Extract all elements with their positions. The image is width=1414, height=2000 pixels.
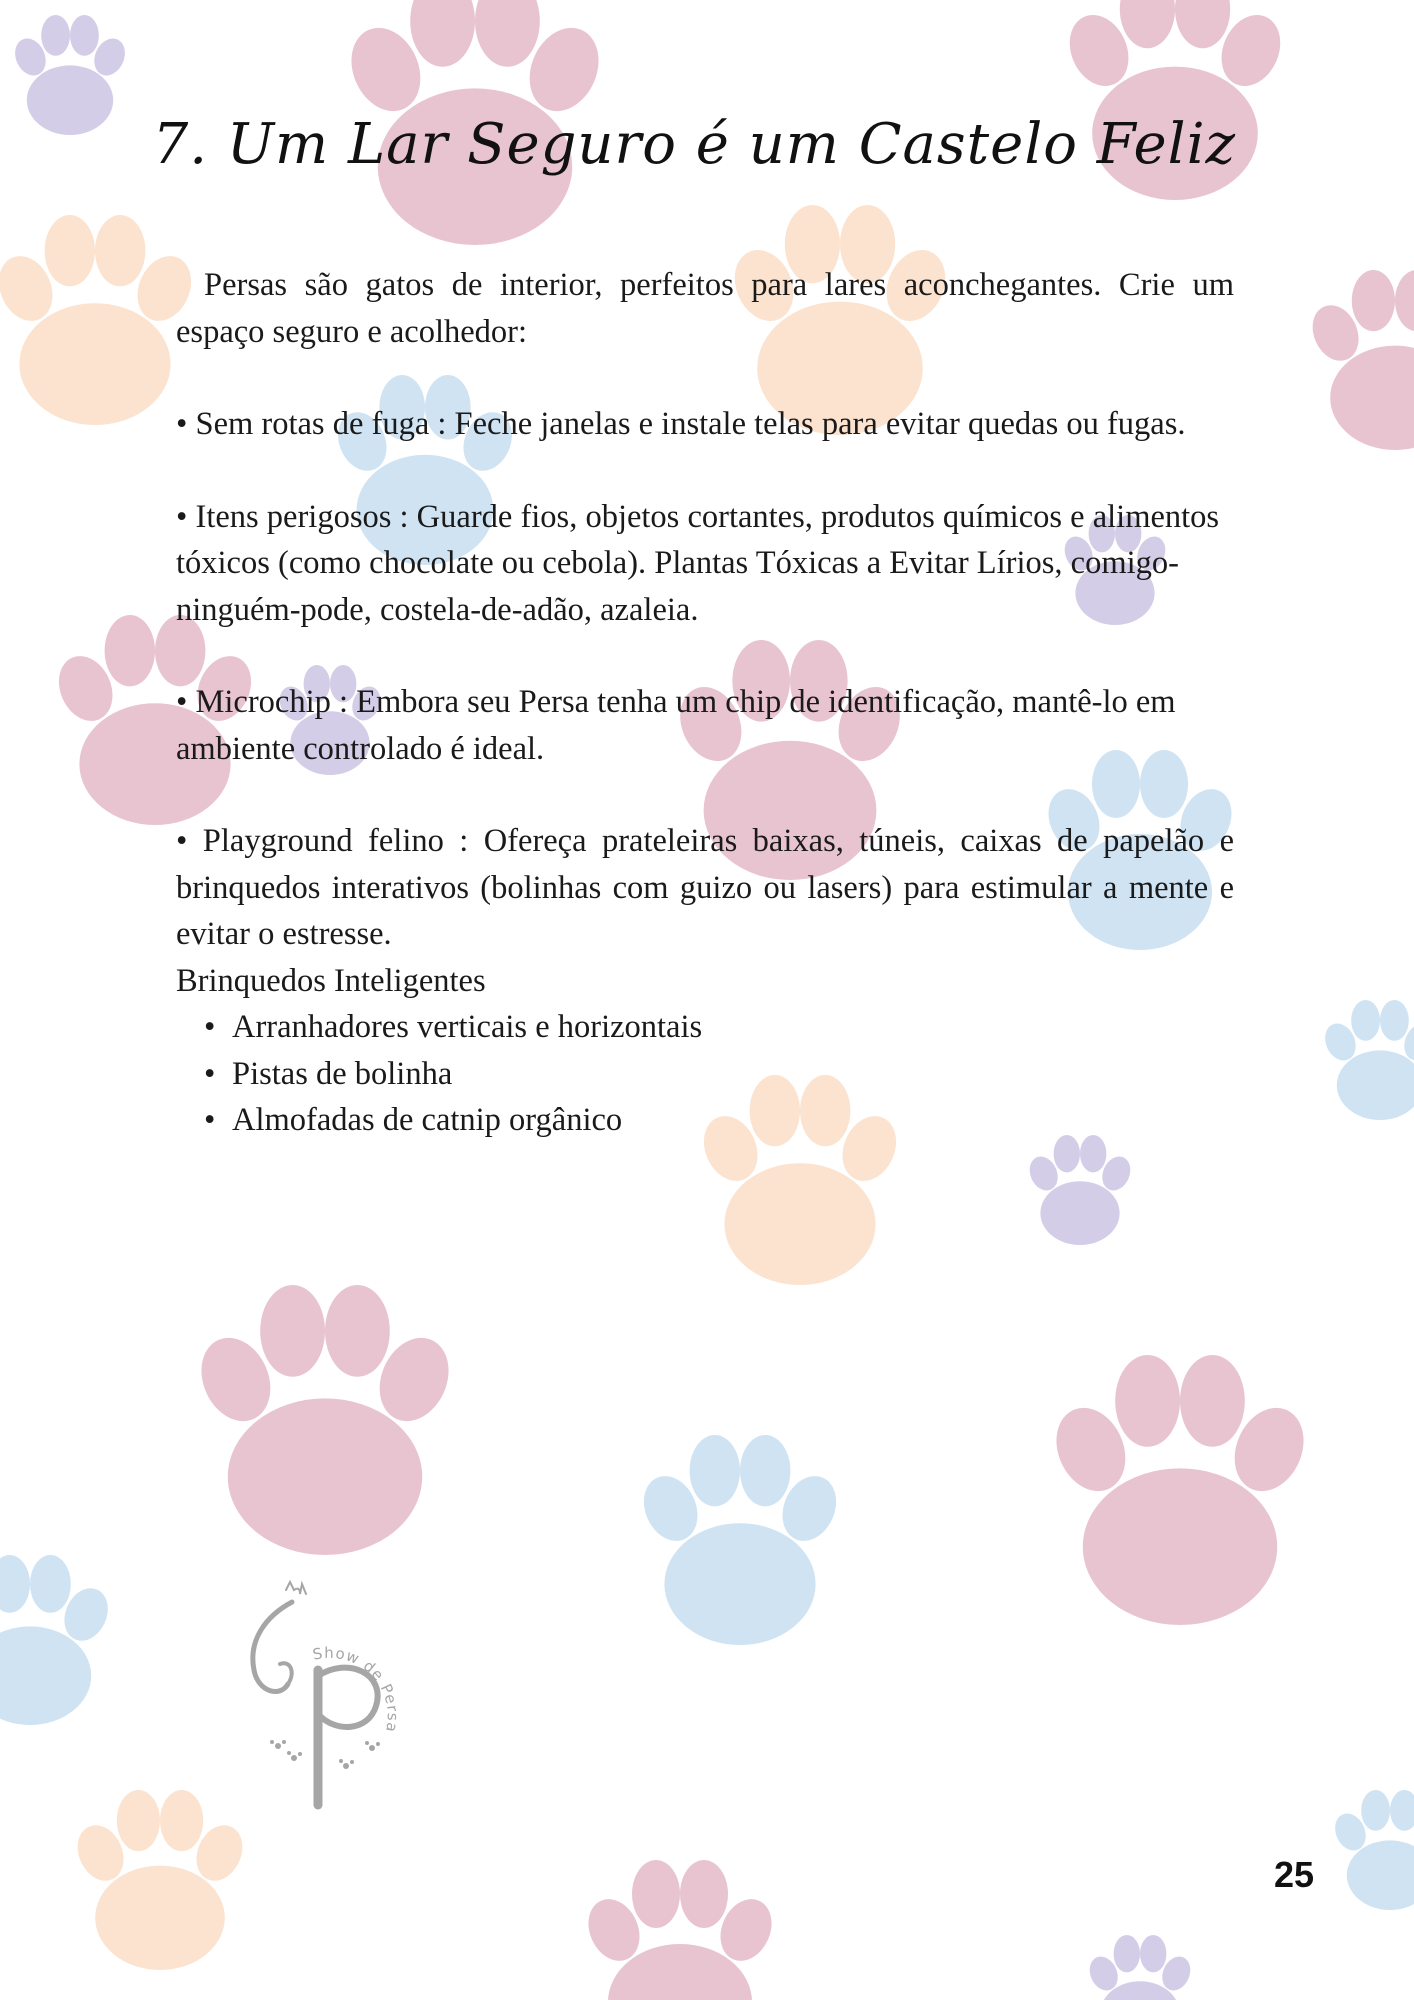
bullet-term: • Microchip — [176, 684, 331, 720]
paw-print — [634, 1435, 846, 1645]
paw-print — [1024, 1135, 1135, 1245]
bullet-term: • Sem rotas de fuga — [176, 406, 430, 442]
list-item: • Arranhadores verticais e horizontais — [232, 1004, 1234, 1051]
bullet-microchip — [176, 679, 1234, 772]
page-number: 25 — [1273, 1854, 1314, 1895]
bullet-term: • Itens perigosos — [176, 498, 392, 535]
bullet-dangerous-items — [176, 494, 1234, 634]
show-de-persa-logo — [236, 1580, 436, 1820]
paw-print — [1044, 1355, 1317, 1625]
toys-heading: Brinquedos Inteligentes — [176, 962, 486, 999]
paw-print — [9, 15, 130, 135]
intro-paragraph: Persas são gatos de interior, perfeitos para lares aconchegantes. Crie um espaço seguro e acolhedor: — [176, 267, 1234, 350]
paw-print — [189, 1285, 462, 1555]
bullet-text: : Embora seu Persa tenha um chip de identificação, mantê-lo em ambiente controlado é ideal. — [176, 684, 1176, 767]
bullet-term: • Playground felino — [176, 823, 444, 859]
paw-print — [1329, 1790, 1414, 1910]
list-item: • Pistas de bolinha — [232, 1051, 1234, 1098]
page-title: 7. Um Lar Seguro é um Castelo Feliz — [152, 112, 1236, 177]
paw-print — [579, 1860, 781, 2000]
paw-print — [69, 1790, 251, 1970]
list-item: • Almofadas de catnip orgânico — [232, 1097, 1234, 1144]
logo-text: Show de Persa — [311, 1643, 402, 1735]
document-body — [176, 262, 1234, 1144]
paw-print — [1319, 1000, 1414, 1120]
bullet-text: : Guarde fios, objetos cortantes, produtos químicos e alimentos tóxicos (como chocolate ou cebola). Plantas Tóxicas a Evitar Lírios, comigo-ninguém-pode, costela-de-adão, azaleia. — [176, 498, 1220, 628]
bullet-playground — [176, 818, 1234, 958]
paw-print — [1304, 270, 1414, 450]
paw-print — [0, 1555, 116, 1725]
bullet-text: : Feche janelas e instale telas para evitar quedas ou fugas. — [437, 406, 1186, 442]
bullet-text: : Ofereça prateleiras baixas, túneis, caixas de papelão e brinquedos interativos (bolinhas com guizo ou lasers) para estimular a mente e evitar o estresse. — [176, 823, 1234, 952]
paw-print — [0, 215, 201, 425]
toys-list — [176, 1004, 1234, 1144]
paw-print — [1084, 1935, 1195, 2000]
bullet-escape-routes — [176, 401, 1234, 448]
